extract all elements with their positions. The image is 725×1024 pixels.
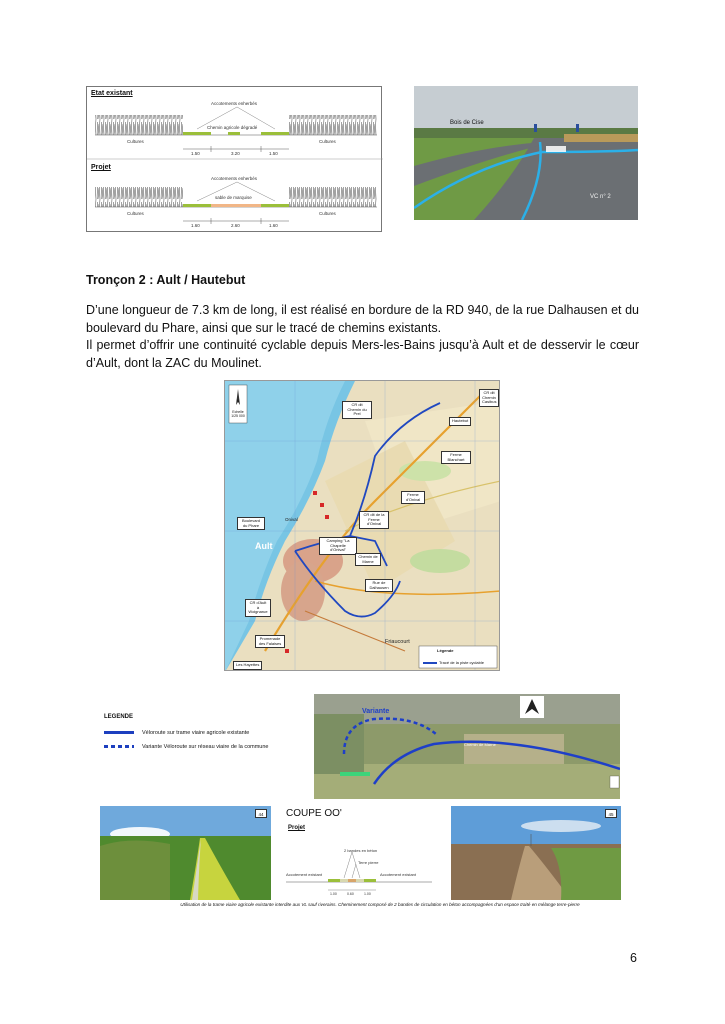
aerial-variante-label: Variante <box>362 708 390 715</box>
photo-45-badge: 45 <box>605 809 617 818</box>
coupe-label-acc-right: Accotement existant <box>380 872 417 877</box>
cultures-label-right-existing: Cultures <box>319 139 336 144</box>
map-label-onival: Onival <box>285 517 298 522</box>
map-label-promenade: Promenade des Falaises <box>255 635 285 648</box>
paragraph-1: D’une longueur de 7.3 km de long, il est réalisé en bordure de la RD 940, de la rue Dalhausen et du boulevard du Phare, ainsi que sur le tracé de chemins existants. <box>86 303 639 335</box>
dim-project-left: 1.60 <box>191 223 200 228</box>
map-label-ferme-onival: Ferme d'Onival <box>401 491 425 504</box>
coupe-title: COUPE OO' <box>286 808 342 819</box>
path-photo-45 <box>451 806 621 900</box>
figure-caption: Utilisation de la trame viaire agricole existante interdite aux VL sauf riverains. Cheminement composé de 2 bandes de circulation en béton accompagnées d'un espace traité en mélange terre-pierre <box>180 902 580 907</box>
path-photo-44-image <box>100 806 271 900</box>
dim-project-right: 1.60 <box>269 223 278 228</box>
section-title: Tronçon 2 : Ault / Hautebut <box>86 273 246 287</box>
map-label-cr-chemin-prel: CR dit Chemin du Prel <box>342 401 372 419</box>
legend-row-existing <box>104 730 249 736</box>
accotements-label-project: Accotements enherbés <box>211 176 258 181</box>
dim-existing-center: 3.20 <box>231 151 240 156</box>
coupe-drawing <box>282 806 444 900</box>
map-label-camping: Camping "La Chapelle d'Onival" <box>319 537 357 555</box>
bois-de-cise-label: Bois de Cise <box>450 120 484 126</box>
path-photo-45-image <box>451 806 621 900</box>
accotements-label-existing: Accotements enherbés <box>211 101 258 106</box>
chemin-label: Chemin agricole dégradé <box>207 125 258 130</box>
vc2-label: VC n° 2 <box>590 194 611 200</box>
paragraph-2: Il permet d’offrir une continuité cyclable depuis Mers-les-Bains jusqu’à Ault et de desservir le cœur d’Ault, dont la ZAC du Moulinet. <box>86 338 639 370</box>
project-title: Projet <box>91 164 111 171</box>
solid-line-swatch <box>104 731 134 734</box>
legend-title: LEGENDE <box>104 714 134 720</box>
dim-project-center: 2.60 <box>231 223 240 228</box>
cultures-label-right-project: Cultures <box>319 211 336 216</box>
coupe-dim-right: 1.00 <box>364 892 371 896</box>
map-legend-item: Tracé de la piste cyclable <box>439 660 484 665</box>
dim-existing-left: 1.50 <box>191 151 200 156</box>
dashed-line-swatch <box>104 745 134 748</box>
legend-item-1: Véloroute sur trame viaire agricole existante <box>142 730 250 736</box>
map-label-cr-onival: CR d'Ault à Woignarue <box>245 599 271 617</box>
cultures-label-left-existing: Cultures <box>127 139 144 144</box>
photo-44-badge: 44 <box>255 809 267 818</box>
map-label-ault: Ault <box>255 541 273 551</box>
map-label-ferme-blanchart: Ferme Blanchart <box>441 451 471 464</box>
map-label-rue-dalhausen: Rue de Dalhausen <box>365 579 393 592</box>
coupe-dim-center: 0.60 <box>347 892 354 896</box>
dim-existing-right: 1.50 <box>269 151 278 156</box>
page-number: 6 <box>630 951 637 965</box>
coupe-label-bandes: 2 bandes en béton <box>344 848 378 853</box>
coupe-dim-left: 1.00 <box>330 892 337 896</box>
legend-item-2: Variante Véloroute sur réseau viaire de la commune <box>142 744 269 750</box>
route-legend <box>104 714 304 754</box>
aerial-photo <box>314 694 620 799</box>
map-label-hayettes: Les Hayettes <box>233 661 262 670</box>
sable-label: sable de marquise <box>215 195 252 200</box>
map-label-hautebut: Hautebut <box>449 417 471 426</box>
map-label-boulevard-phare: Boulevard du Phare <box>237 517 265 530</box>
coupe-label-terre: Terre pierre <box>358 860 379 865</box>
path-photo-44 <box>100 806 271 900</box>
route-map <box>224 380 500 671</box>
map-north-label: N <box>236 398 240 403</box>
map-legend-title: Légende <box>437 648 454 653</box>
cultures-label-left-project: Cultures <box>127 211 144 216</box>
map-label-chemin-marne: Chemin de Marne <box>355 553 381 566</box>
coupe-label-acc-left: Accotement existant <box>286 872 323 877</box>
legend-row-variant <box>104 744 268 750</box>
map-label-cr-chemin-dit: CR dit Chemin Casibus <box>479 389 499 407</box>
coupe-subtitle: Projet <box>288 825 306 831</box>
existing-state-title: Etat existant <box>91 90 133 97</box>
cross-section-figure <box>86 86 382 232</box>
aerial-chemin-label: Chemin de Marne <box>464 742 496 747</box>
map-scale-label: Echelle 1/25 000 <box>231 410 245 418</box>
map-label-cr-ferme-onival: CR dit de la Ferme d'Onival <box>359 511 389 529</box>
coupe-figure <box>282 806 444 900</box>
map-label-friaucourt: Friaucourt <box>385 639 410 645</box>
road-photo <box>414 86 638 220</box>
